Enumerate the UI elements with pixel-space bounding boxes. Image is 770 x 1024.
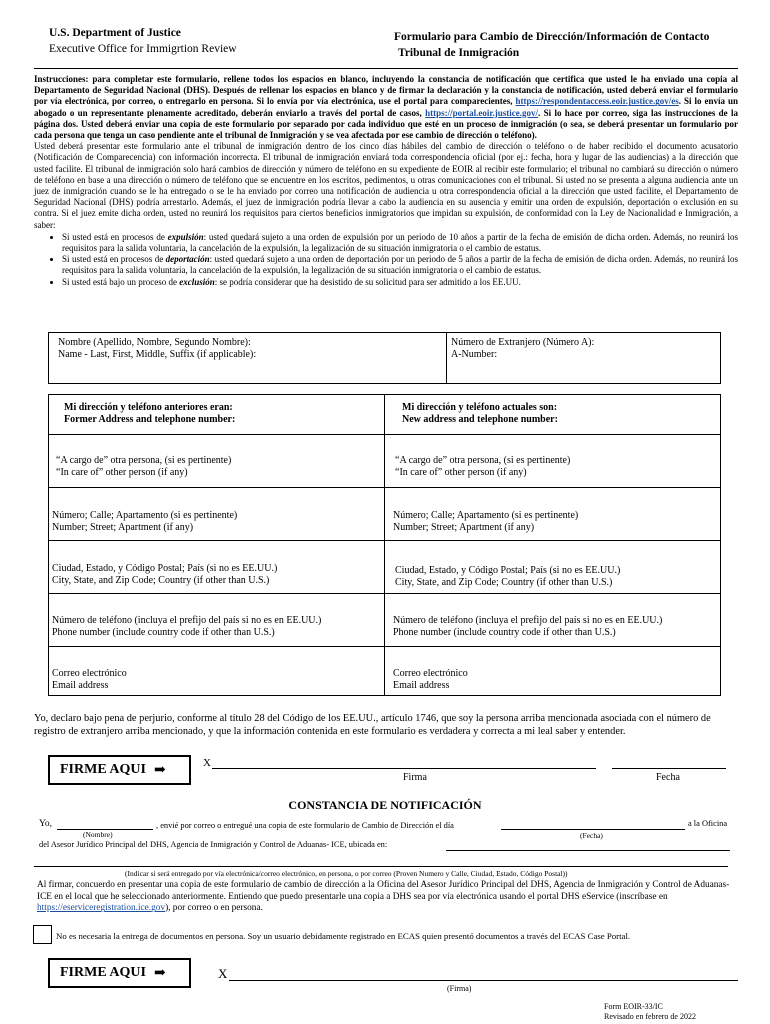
form-number: Form EOIR-33/IC: [604, 1002, 663, 1011]
former-email-field[interactable]: [52, 668, 127, 692]
field-label-en: Number; Street; Apartment (if any): [52, 522, 194, 533]
list-item: [62, 254, 738, 276]
a-number-field-label: [451, 337, 594, 361]
new-city-field[interactable]: [395, 565, 620, 589]
eservice-registration-link[interactable]: https://eserviceregistration.ice.gov: [37, 903, 166, 914]
sign-here-label: FIRME AQUI: [60, 965, 146, 980]
bullet-text: : usted quedará sujeto a una orden de deportación por un periodo de 5 años a partir de la fecha de emisión de dicha orden. Además, no reunirá los requisitos para la salida voluntaria, la cancelación de la expulsión, la legalización de su situación inmigratoria o el cambio de estatus.: [62, 254, 738, 276]
header-rule: [34, 68, 738, 69]
form-title-line-2: Tribunal de Inmigración: [398, 47, 520, 59]
case-portal-link[interactable]: https://portal.eoir.justice.gov/: [425, 107, 539, 118]
instructions-block: [34, 74, 738, 288]
instructions-bold-paragraph: [34, 74, 738, 141]
field-label-es: “A cargo de” otra persona, (si es pertinente): [395, 455, 571, 466]
former-phone-field[interactable]: [52, 615, 321, 639]
field-label-en: Phone number (include country code if other than U.S.): [393, 627, 616, 638]
service-sent-text: , envié por correo o entregué una copia de este formulario de Cambio de Dirección el día: [156, 821, 454, 830]
field-label-es: “A cargo de” otra persona, (si es pertinente): [56, 455, 232, 466]
service-date-caption: (Fecha): [580, 831, 603, 840]
field-label-en: Phone number (include country code if other than U.S.): [52, 627, 275, 638]
a-number-label-en: A-Number:: [451, 349, 498, 360]
new-email-field[interactable]: [393, 668, 468, 692]
row-divider: [48, 434, 721, 435]
arrow-right-icon: ➡: [153, 965, 166, 981]
ecas-checkbox[interactable]: [33, 925, 52, 944]
field-label-es: Número; Calle; Apartamento (si es pertinente): [52, 510, 238, 521]
field-label-es: Número de teléfono (incluya el prefijo del país si no es en EE.UU.): [52, 615, 322, 626]
revision-date: Revisado en febrero de 2022: [604, 1012, 696, 1021]
list-item: [62, 232, 738, 254]
service-office-text: a la Oficina: [688, 819, 728, 828]
former-city-field[interactable]: [52, 563, 277, 587]
former-heading-en: Former Address and telephone number:: [64, 414, 236, 425]
signature-caption: Firma: [403, 772, 427, 783]
name-label-es: Nombre (Apellido, Nombre, Segundo Nombre):: [58, 337, 251, 348]
former-street-field[interactable]: [52, 510, 237, 534]
field-label-en: “In care of” other person (if any): [395, 467, 527, 478]
instructions-text-b: . Si lo envía un abogado o un representante plenamente acreditado, deberán enviarlo a través del portal de casos,: [34, 96, 738, 118]
service-yo: Yo,: [39, 819, 53, 829]
service-agreement: [37, 880, 737, 915]
new-address-heading: [402, 402, 558, 426]
instructions-text-a: Instrucciones: para completar este formulario, rellene todos los espacios en blanco, incluyendo la constancia de notificación que certifica que usted le ha enviado una copia al Departamento de Seguridad Nacional (DHS). Después de rellenar los espacios en blanco y de firmar la declaración y la constancia de notificación, usted deberá enviar el formulario por vía electrónica, por correo, o entregarlo en persona. Si lo envía por vía electrónica, use el portal para comparecientes,: [34, 74, 738, 107]
field-label-es: Ciudad, Estado, y Código Postal; País (si no es EE.UU.): [395, 565, 621, 576]
list-item: [62, 277, 738, 288]
ecas-checkbox-label: No es necesaria la entrega de documentos en persona. Soy un usuario debidamente registrado en ECAS quien presentó documentos a través del ECAS Case Portal.: [56, 931, 631, 941]
new-phone-field[interactable]: [393, 615, 662, 639]
date-caption: Fecha: [656, 772, 680, 783]
bullet-text: Si usted está en procesos de: [62, 231, 168, 242]
sign-here-button-2[interactable]: [48, 958, 191, 988]
bullet-text: Si usted está en procesos de: [62, 254, 166, 265]
form-title-line-1: Formulario para Cambio de Dirección/Información de Contacto: [394, 31, 710, 43]
instructions-paragraph-2: Usted deberá presentar este formulario ante el tribunal de inmigración dentro de los cinco días hábiles del cambio de dirección o teléfono o de haber recibido el documento acusatorio (Notificación de Comparecencia) con información incorrecta. El tribunal de inmigración enviará toda correspondencia oficial (por ej.: fecha, hora y lugar de las audiencias) a la dirección que usted facilite. El tribunal de inmigración solo hará cambios de dirección y número de teléfono en su expediente de EOIR al recibir este formulario; el tribunal no cambiará su dirección o número de teléfono en base a una dirección o número de teléfono que se encuentre en los escritos, pedimentos, u otras comunicaciones con el tribunal. Si usted no se presenta a alguna audiencia ante un juez de inmigración cuando se le ha entregado o se le ha enviado por correo una notificación de audiencia u otra correspondencia oficial a la dirección que usted facilite, el Departamento de Seguridad Nacional (DHS) podría arrestarlo. Además, el juez de inmigración podría llevar a cabo la audiencia en su ausencia y emitir una orden de expulsión, deportación o exclusión en su contra. Si el juez emite dicha orden, usted no reunirá los requisitos para ciertos beneficios inmigratorios que impidan su expulsión, de conformidad con la Ley de Nacionalidad e Inmigración, a saber:: [34, 141, 738, 230]
service-agreement-end: ), por correo o en persona.: [165, 903, 263, 914]
former-in-care-of-field[interactable]: [56, 455, 231, 479]
field-label-es: Correo electrónico: [393, 668, 468, 679]
form-footer: [604, 1002, 696, 1022]
new-heading-en: New address and telephone number:: [402, 414, 558, 425]
name-field-label: [58, 337, 256, 361]
new-in-care-of-field[interactable]: [395, 455, 570, 479]
name-input[interactable]: [50, 362, 444, 382]
name-box-divider: [446, 332, 447, 384]
service-location-line[interactable]: [446, 850, 730, 851]
row-divider: [48, 646, 721, 647]
field-label-en: Email address: [393, 680, 450, 691]
consequence-list: [34, 232, 738, 288]
arrow-right-icon: ➡: [153, 762, 166, 778]
field-label-es: Número; Calle; Apartamento (si es pertinente): [393, 510, 579, 521]
perjury-declaration: Yo, declaro bajo pena de perjurio, conforme al título 28 del Código de los EE.UU., artículo 1746, que soy la persona arriba mencionada asociada con el número de registro de extranjero arriba mencionado, y que la información contenida en este formulario es verdadera y correcta a mi leal saber y entender.: [34, 713, 711, 737]
service-location-text: del Asesor Jurídico Principal del DHS, Agencia de Inmigración y Control de Aduanas- ICE, ubicada en:: [39, 840, 388, 849]
signature-caption-2: (Firma): [447, 984, 472, 993]
bullet-term: deportación: [165, 254, 210, 265]
service-name-caption: (Nombre): [83, 830, 113, 839]
a-number-input[interactable]: [448, 362, 719, 382]
service-method-caption: (Indicar si será entregado por vía electrónica/correo electrónico, en persona, o por correo (Proven Numero y Calle, Ciudad, Estado, Código Postal)): [125, 869, 568, 878]
instructions-text-c: . Si lo hace por correo, siga las instrucciones de la página dos. Usted deberá enviar una copia de este formulario por separado por cada individuo que esté en un proceso de inmigración (o sea, se deberá presentar un formulario por cada persona que tenga un caso pendiente ante el tribunal de Inmigración y se vea afectada por ese cambio de dirección o teléfono).: [34, 107, 739, 141]
new-heading-es: Mi dirección y teléfono actuales son:: [402, 402, 558, 413]
former-address-heading: [64, 402, 235, 426]
date-line[interactable]: [612, 768, 726, 769]
field-label-es: Ciudad, Estado, y Código Postal; País (si no es EE.UU.): [52, 563, 278, 574]
new-street-field[interactable]: [393, 510, 578, 534]
signature-line[interactable]: [212, 768, 596, 769]
form-title: [394, 29, 709, 61]
address-table-divider: [384, 394, 385, 696]
service-agreement-text: Al firmar, concuerdo en presentar una copia de este formulario de cambio de dirección a la Oficina del Asesor Jurídico Principal del DHS, Agencia de Inmigración y Control de Aduanas-ICE en el local que he seleccionado anteriormente. Entiendo que puedo presentarle una copia a DHS sea por vía electrónica usando el portal DHS eService (inscríbase en: [37, 880, 730, 902]
field-label-en: City, State, and Zip Code; Country (if other than U.S.): [395, 577, 613, 588]
field-label-es: Número de teléfono (incluya el prefijo del país si no es en EE.UU.): [393, 615, 663, 626]
signature-x: X: [203, 757, 211, 769]
bullet-text: : se podría considerar que ha desistido de su solicitud para ser admitido a los EE.UU.: [214, 276, 521, 287]
sign-here-label: FIRME AQUI: [60, 762, 146, 777]
service-title: CONSTANCIA DE NOTIFICACIÓN: [288, 798, 482, 812]
agency-header: [49, 25, 237, 57]
service-method-line[interactable]: [34, 866, 728, 867]
respondent-portal-link[interactable]: https://respondentaccess.eoir.justice.gov/es: [515, 96, 679, 107]
bullet-term: exclusión: [179, 276, 215, 287]
field-label-en: Email address: [52, 680, 109, 691]
sign-here-button[interactable]: [48, 755, 191, 785]
row-divider: [48, 540, 721, 541]
bullet-term: expulsión: [167, 231, 204, 242]
bullet-text: : usted quedará sujeto a una orden de expulsión por un periodo de 10 años a partir de la fecha de emisión de dicha orden. Además, no reunirá los requisitos para la salida voluntaria, la cancelación de la expulsión, la legalización de su situación inmigratoria o el cambio de estatus.: [62, 231, 738, 254]
agency-name: U.S. Department of Justice: [49, 27, 181, 39]
a-number-label-es: Número de Extranjero (Número A):: [451, 337, 595, 348]
field-label-es: Correo electrónico: [52, 668, 127, 679]
office-name: Executive Office for Immigrtion Review: [49, 43, 237, 55]
field-label-en: City, State, and Zip Code; Country (if other than U.S.): [52, 575, 270, 586]
name-label-en: Name - Last, First, Middle, Suffix (if applicable):: [58, 349, 257, 360]
signature-x-2: X: [218, 966, 228, 981]
former-heading-es: Mi dirección y teléfono anteriores eran:: [64, 402, 233, 413]
field-label-en: Number; Street; Apartment (if any): [393, 522, 535, 533]
row-divider: [48, 593, 721, 594]
service-date-line[interactable]: [501, 829, 685, 830]
bullet-text: Si usted está bajo un proceso de: [62, 276, 180, 287]
field-label-en: “In care of” other person (if any): [56, 467, 188, 478]
signature-line-2[interactable]: [229, 980, 738, 981]
row-divider: [48, 487, 721, 488]
